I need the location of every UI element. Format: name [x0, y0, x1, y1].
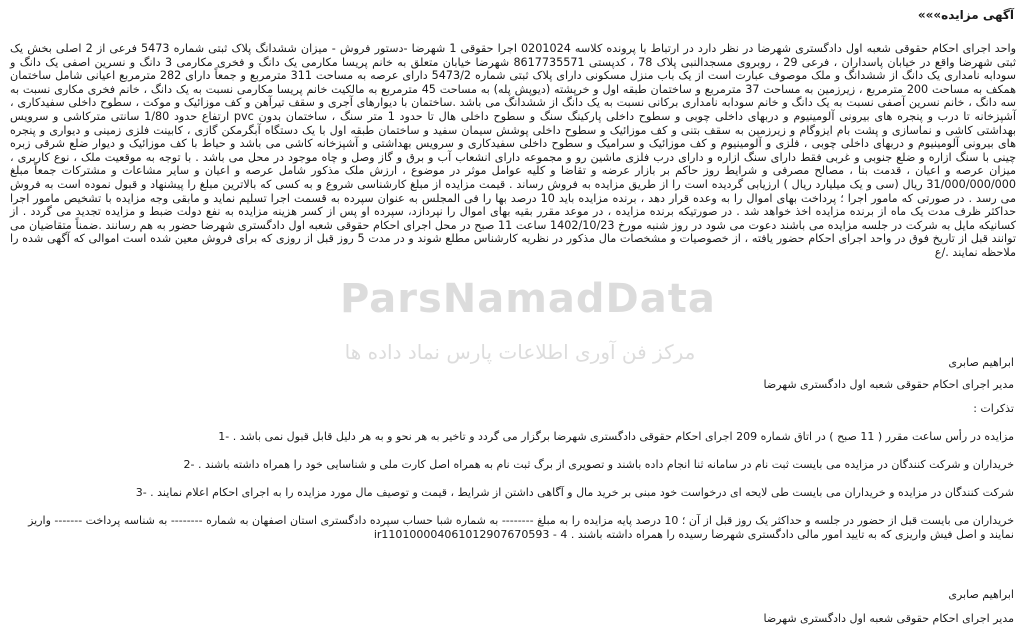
note-item-3: شرکت کنندگان در مزایده و خریداران می بایست طی لایحه ای درخواست خود مبنی بر خرید مال و آگاهی داشتن از شرایط ، قیمت و توصیف مال مورد مزایده را به اجرای احکام اعلام نمایند . -3 [135, 486, 1014, 499]
signature-title: مدیر اجرای احکام حقوقی شعبه اول دادگستری شهرضا [763, 378, 1014, 391]
signature-name-footer: ابراهیم صابری [948, 588, 1014, 601]
watermark-english: ParsNamadData [340, 276, 716, 322]
note-item-2: خریداران و شرکت کنندگان در مزایده می بایست ثبت نام در سامانه ثنا انجام داده باشند و تصویری از برگ ثبت نام به همراه اصل کارت ملی و شناسایی خود را همراه داشته باشند . -2 [183, 458, 1014, 471]
notes-heading: تذکرات : [973, 402, 1014, 415]
watermark-persian: مرکز فن آوری اطلاعات پارس نماد داده ها [344, 340, 696, 364]
notice-body: واحد اجرای احکام حقوقی شعبه اول دادگستری شهرضا در نظر دارد در ارتباط با پرونده کلاسه 0201024 اجرا حقوقی 1 شهرضا -دستور فروش - میزان ششدانگ پلاک ثبتی شماره 5473 فرعی از 2 اصلی بخش یک ثبتی شهرضا واقع در خیابان پاسداران ، فرعی 29 ، روبروی مسجدالنبی پلاک 78 ، کدپستی 8617735571 شهرضا خیابان متعلق به خانم پریسا مکارمی یک دانگ و فخری مکارمی 3 دانگ و نسرین اصفی یک دانگ و سودابه نامداری یک دانگ از ششدانگ و ملک موصوف عبارت است از یک باب منزل مسکونی دارای پلاک ثبتی شماره 5473/2 دارای عرصه به مساحت 311 مترمربع و جمعاً دارای 282 مترمربع اعیانی شامل ساختمان همکف به مساحت 200 مترمربع ، زیرزمین به مساحت 37 مترمربع و ساختمان طبقه اول و خرپشته (دیوپش پله) به مساحت 45 مترمربع به مالکیت خانم پریسا مکارمی نسبت به یک دانگ ، خانم فخری مکاری نسبت به سه دانگ ، خانم نسرین آصفی نسبت به یک دانگ و خانم سودابه نامداری برکانی نسبت به یک دانگ از ششدانگ می باشد .ساختمان با دیوارهای آجری و سقف تیرآهن و کف موزائیک و موکت ، سطوح داخلی سفیدکاری ، آشپزخانه تا درب و پنجره های بیرونی آلومینیوم و دربهای داخلی چوبی و سطوح داخلی پارکینگ سنگ و سطوح داخلی هال تا حدود 1 متر سنگ ، ساختمان بدون pvc ارتفاع حدود 1/80 سانتی مترکاشی و سرویس بهداشتی کاشی و نماسازی و پشت بام ایزوگام و زیرزمین به سقف بتنی و کف موزائیک و سطوح داخلی پوشش سیمان سفید و ساختمان طبقه اول با یک دستگاه آبگرمکن گازی ، کابینت فلزی زمینی و دیواری و پنجره های بیرونی آلومینیوم و دربهای داخلی چوبی ، فلزی و آلومینیوم و کف موزائیک و سرامیک و سطوح داخلی سفیدکاری و سرویس بهداشتی و آشپزخانه کاشی می باشد و حیاط با کف موزائیک و دیوار ضلع شرقی زبره چینی با سنگ ازاره و ضلع جنوبی و غربی فقط دارای سنگ ازاره و دارای درب فلزی ماشین رو و مجموعه دارای انشعاب آب و برق و گاز وصل و چاه موجود در محل می باشد . با توجه به موقعیت ملک ، نوع کاربری ، میزان عرصه و اعیان ، قدمت بنا ، مصالح مصرفی و شرایط روز حاکم بر بازار عرضه و تقاضا و کلیه عوامل موثر در موضوع ، ارزش ملک مذکور شامل عرصه و اعیان و سایر مشاعات و مشترکات جمعاً مبلغ 31/000/000/000 ریال (سی و یک میلیارد ریال ) ارزیابی گردیده است را از طریق مزایده به فروش رساند . قیمت مزایده از مبلغ کارشناسی شروع و به کسی که بالاترین مبلغ را پیشنهاد و قبول نموده است به فروش می رسد . در صورتی که مامور اجرا ؛ پرداخت بهای اموال را به وعده قرار دهد ، برنده مزایده باید 10 درصد بها را فی المجلس به عنوان سپرده به قسمت اجرا تسلیم نماید و مابقی وجه مزایده با تشخیص مامور اجرا حداکثر ظرف مدت یک ماه از برنده مزایده اخذ خواهد شد . در صورتیکه برنده مزایده ، در موعد مقرر بقیه بهای اموال را نپردازد، سپرده او پس از کسر هزینه مزایده به نفع دولت ضبط و مزایده تجدید می گردد . از کسانیکه مایل به شرکت در جلسه مزایده می باشند دعوت می شود در روز شنبه مورخ 1402/10/23 ساعت 11 صبح در محل اجرای احکام حقوقی شعبه اول دادگستری شهرضا حضور به هم رسانند .ضمناً متقاضیان می توانند قبل از تاریخ فوق در واحد اجرای احکام حضور یافته ، از خصوصیات و مشخصات مال مذکور در نظریه کارشناس مطلع شوند و در مدت 5 روز قبل از روزی که برای فروش معین شده است اموالی که آگهی شده را ملاحظه نمایند ./ع [10, 42, 1017, 259]
signature-name: ابراهیم صابری [948, 356, 1014, 369]
note-item-4: خریداران می بایست قبل از حضور در جلسه و حداکثر یک روز قبل از آن ؛ 10 درصد پایه مزایده را به مبلغ -------- به شماره شبا حساب سپرده دادگستری استان اصفهان به شماره -------- به شناسه پرداخت ------- واریز نمایند و اصل فیش واریزی که به تایید امور مالی دادگستری شهرضا رسیده را همراه داشته باشند . ir110100004061012907670593 - 4 [28, 514, 1014, 541]
notice-title: آگهی مزایده»»» [917, 8, 1014, 22]
watermark-logo [300, 250, 720, 400]
signature-title-footer: مدیر اجرای احکام حقوقی شعبه اول دادگستری شهرضا [763, 612, 1014, 625]
note-item-1: مزایده در رأس ساعت مقرر ( 11 صبح ) در اتاق شماره 209 اجرای احکام حقوقی دادگستری شهرضا برگزار می گردد و تاخیر به هر نحو و به هر دلیل قابل قبول نمی باشد . -1 [218, 430, 1014, 443]
